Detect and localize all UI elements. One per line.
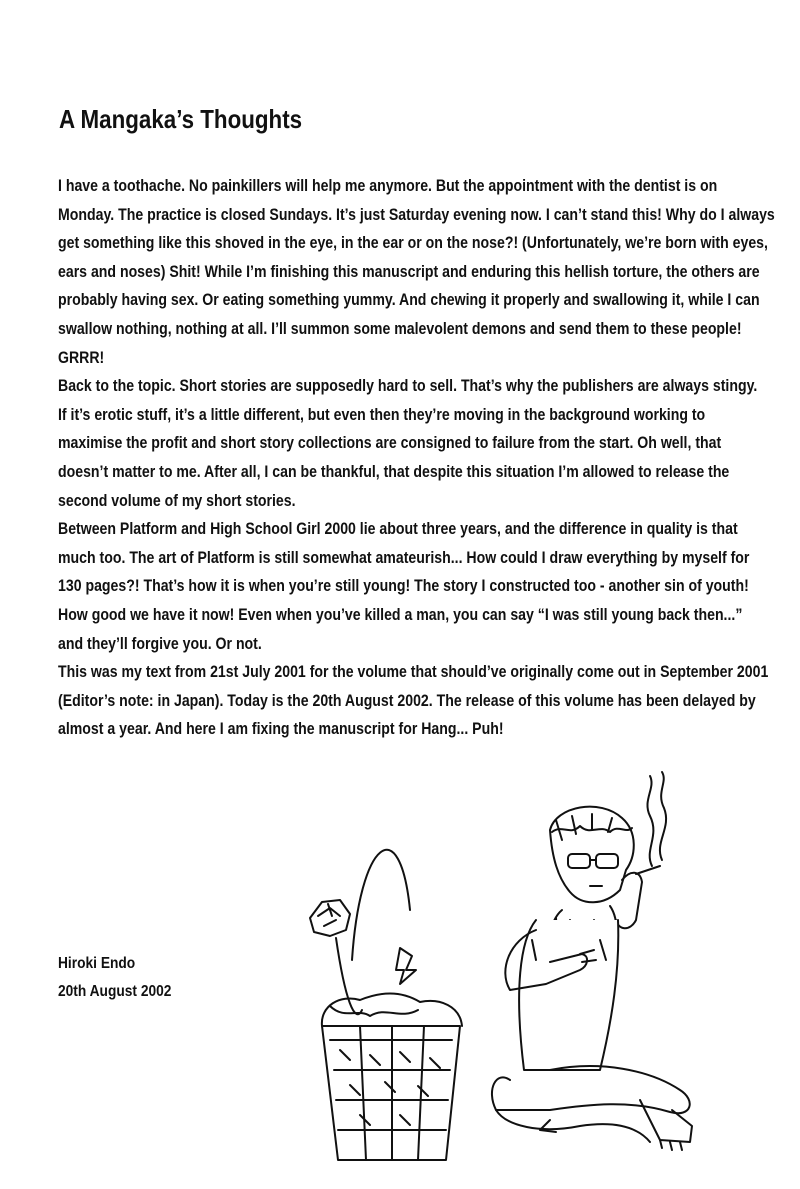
text-line: 130 pages?! That’s how it is when you’re still young! The story I constructed too - another sin of youth! — [58, 577, 749, 596]
trajectory-line — [336, 850, 410, 1014]
text-line: I have a toothache. No painkillers will help me anymore. But the appointment with the dentist is on — [58, 177, 718, 195]
signature-date: 20th August 2002 — [58, 983, 172, 1000]
smoke-icon — [647, 772, 666, 866]
text-line: Monday. The practice is closed Sundays. It’s just Saturday evening now. I can’t stand this! Why do I always — [58, 205, 775, 224]
text-line: Between Platform and High School Girl 2000 lie about three years, and the difference in quality is that — [58, 520, 738, 539]
text-line: GRRR! — [58, 348, 105, 367]
text-line: second volume of my short stories. — [58, 491, 296, 510]
text-line: Back to the topic. Short stories are supposedly hard to sell. That’s why the publishers are always stingy. — [58, 377, 758, 396]
text-line: ears and noses) Shit! While I’m finishing this manuscript and enduring this hellish torture, the others are — [58, 262, 760, 281]
crumpled-paper-icon — [310, 900, 350, 936]
text-line: If it’s erotic stuff, it’s a little different, but even then they’re moving in the background working to — [58, 405, 706, 424]
text-line: doesn’t matter to me. After all, I can be thankful, that despite this situation I’m allowed to release the — [58, 462, 730, 481]
text-line: much too. The art of Platform is still somewhat amateurish... How could I draw everything by myself for — [58, 548, 750, 567]
page-title: A Mangaka’s Thoughts — [59, 104, 303, 134]
author-name: Hiroki Endo — [58, 955, 136, 972]
text-line: How good we have it now! Even when you’ve killed a man, you can say “I was still young back then...” — [58, 605, 743, 624]
manga-sketch-illustration — [300, 770, 770, 1170]
text-line: (Editor’s note: in Japan). Today is the 20th August 2002. The release of this volume has been delayed by — [58, 691, 756, 710]
impact-mark-icon — [396, 948, 416, 984]
trash-bin-icon — [322, 994, 462, 1161]
text-line: and they’ll forgive you. Or not. — [58, 634, 262, 653]
text-line: probably having sex. Or eating something yummy. And chewing it properly and swallowing it, while I can — [58, 291, 760, 310]
text-line: This was my text from 21st July 2001 for the volume that should’ve originally come out in September 2001 — [58, 663, 769, 682]
essay-body — [58, 172, 775, 744]
signature-block — [58, 950, 171, 1006]
text-line: almost a year. And here I am fixing the manuscript for Hang... Puh! — [58, 720, 504, 739]
text-line: maximise the profit and short story collections are consigned to failure from the start. Oh well, that — [58, 434, 722, 453]
text-line: get something like this shoved in the eye, in the ear or on the nose?! (Unfortunately, we’re born with eyes, — [58, 234, 768, 253]
text-line: swallow nothing, nothing at all. I’ll summon some malevolent demons and send them to these people! — [58, 319, 742, 338]
